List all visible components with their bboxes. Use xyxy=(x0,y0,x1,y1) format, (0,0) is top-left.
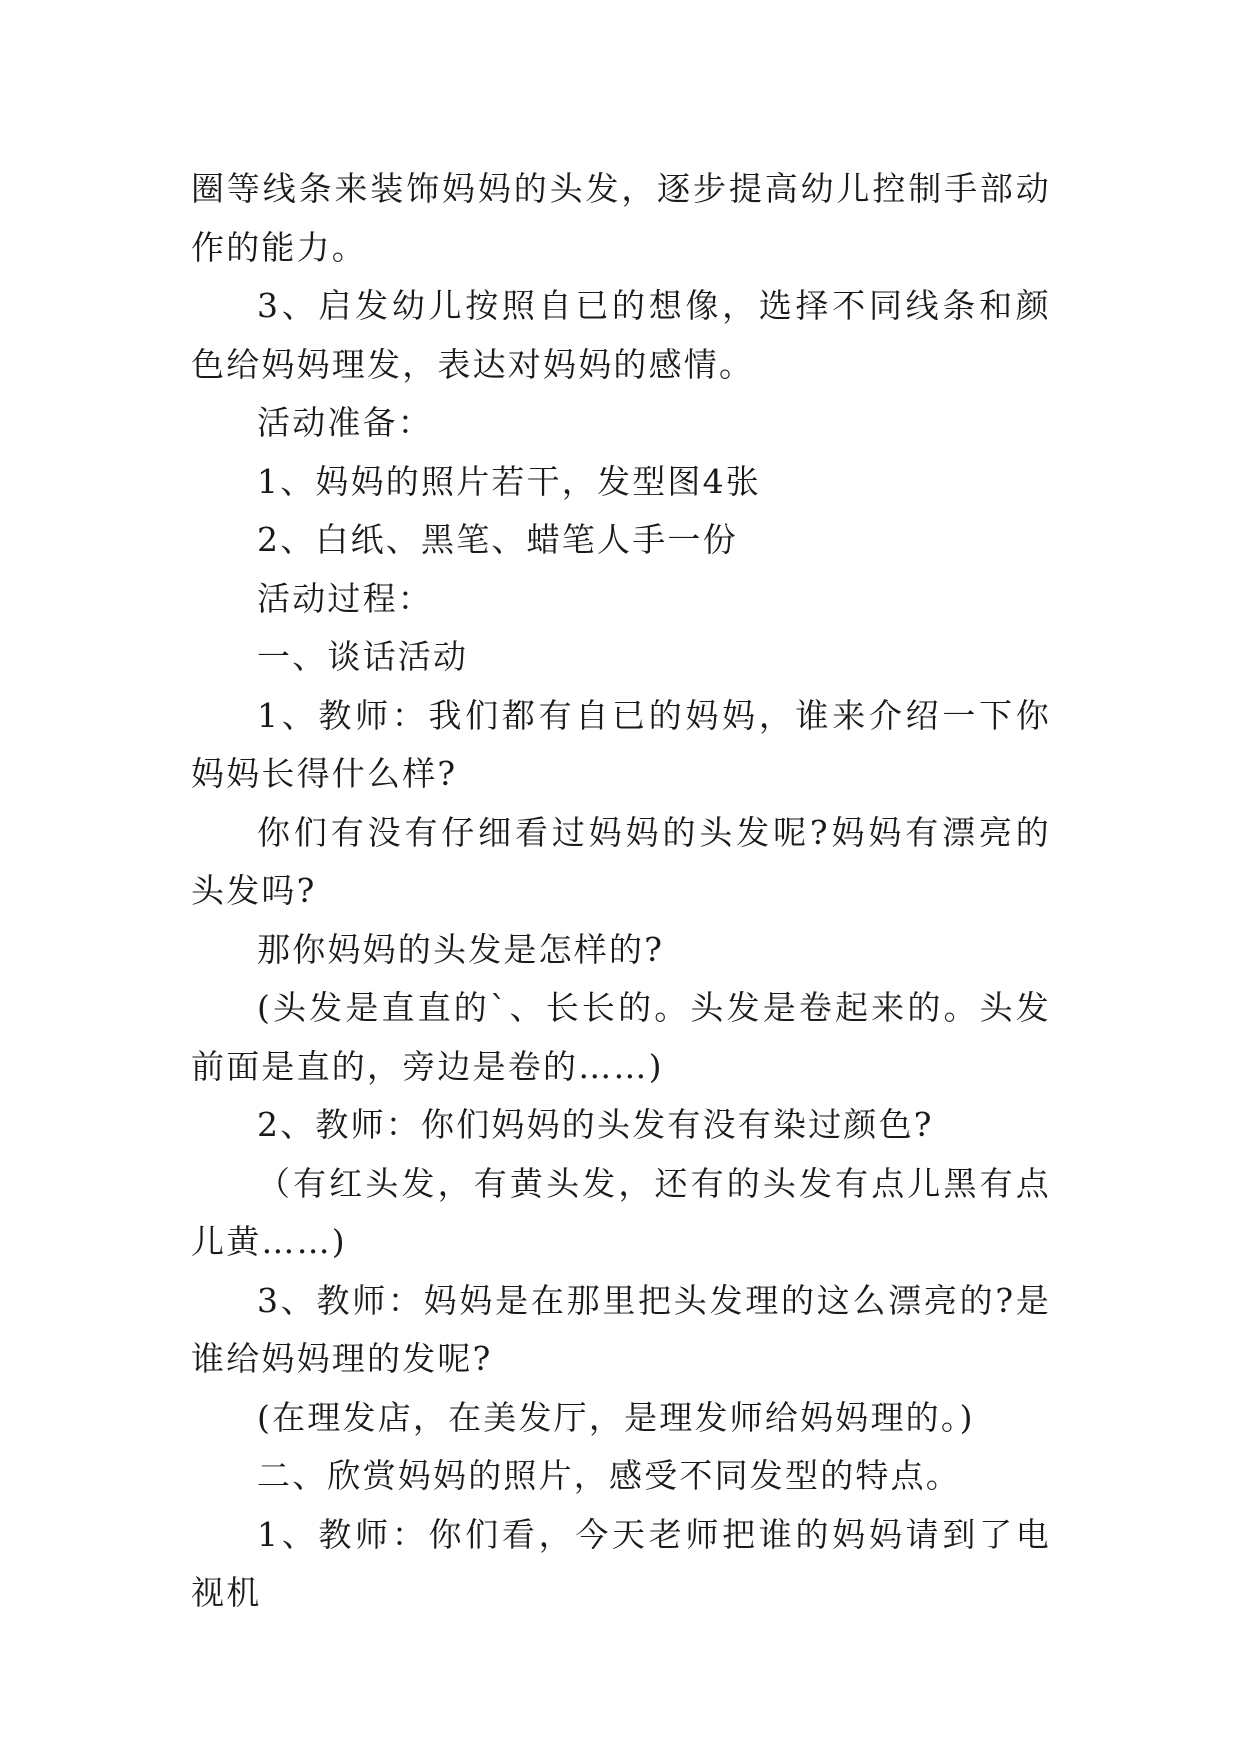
document-body xyxy=(191,160,1051,1623)
paragraph-8: 1、教师：我们都有自已的妈妈，谁来介绍一下你妈妈长得什么样? xyxy=(191,695,1051,793)
section-heading-process: 活动过程： xyxy=(257,578,433,618)
paragraph-4: 1、妈妈的照片若干，发型图4张 xyxy=(257,461,761,501)
paragraph-17: 1、教师：你们看，今天老师把谁的妈妈请到了电视机 xyxy=(191,1514,1051,1612)
paragraph-14: 3、教师：妈妈是在那里把头发理的这么漂亮的?是谁给妈妈理的发呢? xyxy=(191,1280,1051,1378)
paragraph-5: 2、白纸、黑笔、蜡笔人手一份 xyxy=(257,520,738,559)
paragraph-12: 2、教师：你们妈妈的头发有没有染过颜色? xyxy=(257,1105,934,1144)
section-heading-appreciation: 二、欣赏妈妈的照片，感受不同发型的特点。 xyxy=(257,1456,961,1495)
paragraph-1: 圈等线条来装饰妈妈的头发，逐步提高幼儿控制手部动作的能力。 xyxy=(191,169,1051,267)
section-heading-preparation: 活动准备： xyxy=(257,403,433,442)
section-heading-conversation: 一、谈话活动 xyxy=(257,637,469,676)
paragraph-15: (在理发店，在美发厅，是理发师给妈妈理的。) xyxy=(257,1397,975,1437)
paragraph-10: 那你妈妈的头发是怎样的? xyxy=(257,929,665,969)
paragraph-13: （有红头发，有黄头发，还有的头发有点儿黑有点儿黄……) xyxy=(191,1163,1051,1261)
paragraph-11: (头发是直直的`、长长的。头发是卷起来的。头发前面是直的，旁边是卷的……) xyxy=(191,988,1051,1086)
paragraph-2: 3、启发幼儿按照自已的想像，选择不同线条和颜色给妈妈理发，表达对妈妈的感情。 xyxy=(191,286,1051,384)
paragraph-9: 你们有没有仔细看过妈妈的头发呢?妈妈有漂亮的头发吗? xyxy=(191,812,1051,910)
